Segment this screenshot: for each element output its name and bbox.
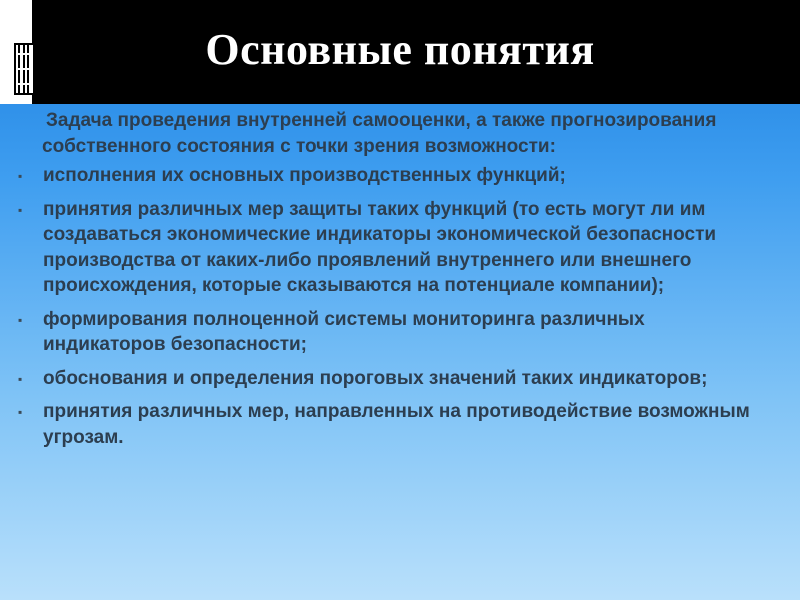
bullet-text: принятия различных мер защиты таких функций (то есть могут ли им создаваться экономические индикаторы экономической безопасности производства от каких-либо проявлений внутреннего или внешнего происхождения, которые сказываются на потенциале компании);	[43, 198, 717, 296]
title-bar	[0, 0, 800, 104]
bullet-text: обоснования и определения пороговых значений таких индикаторов;	[43, 367, 708, 389]
bullet-square-icon: ▪	[18, 405, 23, 419]
bullet-text: исполнения их основных производственных функций;	[43, 165, 566, 186]
intro-paragraph: Задача проведения внутренней самооценки, а также прогнозирования собственного состояния с точки зрения возможности:	[42, 110, 717, 157]
list-item	[0, 399, 763, 450]
bullet-square-icon: ▪	[18, 202, 23, 217]
slide-content	[0, 108, 800, 458]
bullet-square-icon: ▪	[18, 371, 23, 386]
slide-title: Основные понятия	[205, 25, 595, 74]
bullet-square-icon: ▪	[18, 312, 23, 327]
bullet-list	[0, 163, 800, 450]
bullet-text: формирования полноценной системы мониторинга различных индикаторов безопасности;	[43, 308, 645, 355]
list-item	[0, 163, 763, 189]
bullet-square-icon: ▪	[18, 169, 23, 183]
list-item	[0, 366, 763, 392]
list-item	[0, 197, 763, 299]
list-item	[0, 307, 763, 358]
bullet-text: принятия различных мер, направленных на противодействие возможным угрозам.	[43, 401, 750, 448]
